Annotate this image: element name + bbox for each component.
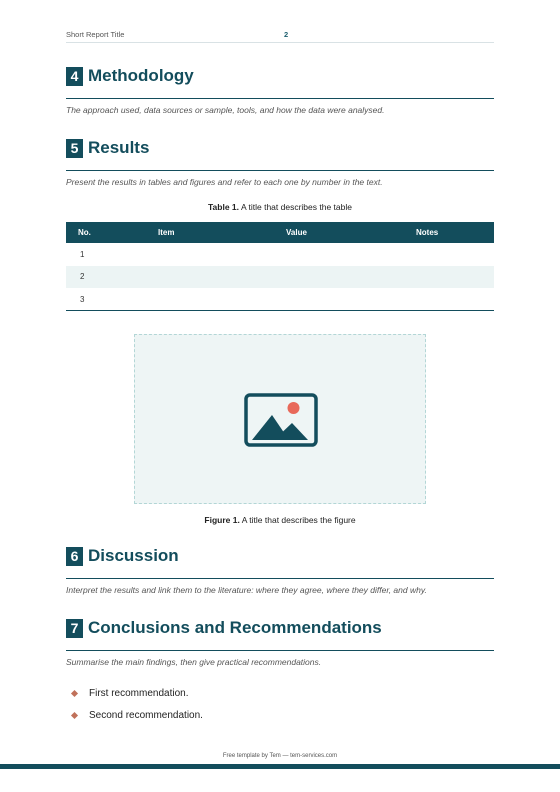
table-cell: 2 [66, 266, 116, 289]
section-title: Conclusions and Recommendations [88, 618, 382, 637]
list-item [72, 704, 203, 726]
table-cell [374, 288, 494, 311]
figure-caption [66, 515, 494, 525]
results-table [66, 222, 494, 311]
section-methodology [66, 65, 494, 115]
table-cell [116, 288, 244, 311]
table-cell [244, 288, 374, 311]
section-number: 5 [66, 139, 83, 158]
page-header [66, 27, 494, 43]
figure-caption-text: A title that describes the figure [241, 515, 356, 525]
list-item-text: First recommendation. [89, 687, 189, 699]
section-title: Discussion [88, 546, 179, 565]
section-conclusions [66, 617, 494, 667]
section-heading [66, 137, 494, 159]
section-number: 4 [66, 67, 83, 86]
figure-placeholder [134, 334, 426, 504]
section-description: Interpret the results and link them to the literature: where they agree, where they differ, and why. [66, 585, 427, 595]
section-number: 7 [66, 619, 83, 638]
table-cell [116, 243, 244, 266]
column-header-value: Value [244, 222, 374, 243]
table-cell [374, 243, 494, 266]
table-row [66, 288, 494, 311]
section-heading [66, 65, 494, 87]
section-number: 6 [66, 547, 83, 566]
section-results [66, 137, 494, 187]
section-description: The approach used, data sources or sample, tools, and how the data were analysed. [66, 105, 385, 115]
section-rule [66, 170, 494, 171]
section-title: Methodology [88, 66, 194, 85]
table-cell [116, 266, 244, 289]
report-title: Short Report Title [66, 30, 125, 39]
table-header-row [66, 222, 494, 243]
footer-credit: Free template by Tem — tem-services.com [222, 753, 338, 759]
table-caption-label: Table 1. [208, 202, 240, 212]
figure-caption-label: Figure 1. [204, 515, 240, 525]
section-rule [66, 650, 494, 651]
list-item-text: Second recommendation. [89, 709, 203, 721]
table-cell [244, 266, 374, 289]
table-row [66, 266, 494, 289]
list-item [72, 682, 203, 704]
section-heading [66, 545, 494, 567]
section-title: Results [88, 138, 150, 157]
table-cell [374, 266, 494, 289]
footer-bar [0, 764, 560, 769]
table-row [66, 243, 494, 266]
table-cell: 1 [80, 249, 85, 259]
table-cell: 3 [66, 288, 116, 311]
column-header-notes: Notes [374, 222, 494, 243]
section-heading [66, 617, 494, 639]
image-placeholder-icon [244, 393, 318, 449]
section-description: Present the results in tables and figures and refer to each one by number in the text. [66, 177, 383, 187]
column-header-item: Item [116, 222, 244, 243]
table-caption [66, 202, 494, 212]
recommendations-list [72, 682, 203, 726]
section-rule [66, 578, 494, 579]
table-cell [244, 243, 374, 266]
section-discussion [66, 545, 494, 595]
diamond-bullet-icon [71, 689, 78, 696]
diamond-bullet-icon [71, 711, 78, 718]
table-caption-text: A title that describes the table [240, 202, 352, 212]
column-header-no: No. [66, 222, 116, 243]
page-number: 2 [284, 30, 289, 39]
section-rule [66, 98, 494, 99]
section-description: Summarise the main findings, then give practical recommendations. [66, 657, 322, 667]
